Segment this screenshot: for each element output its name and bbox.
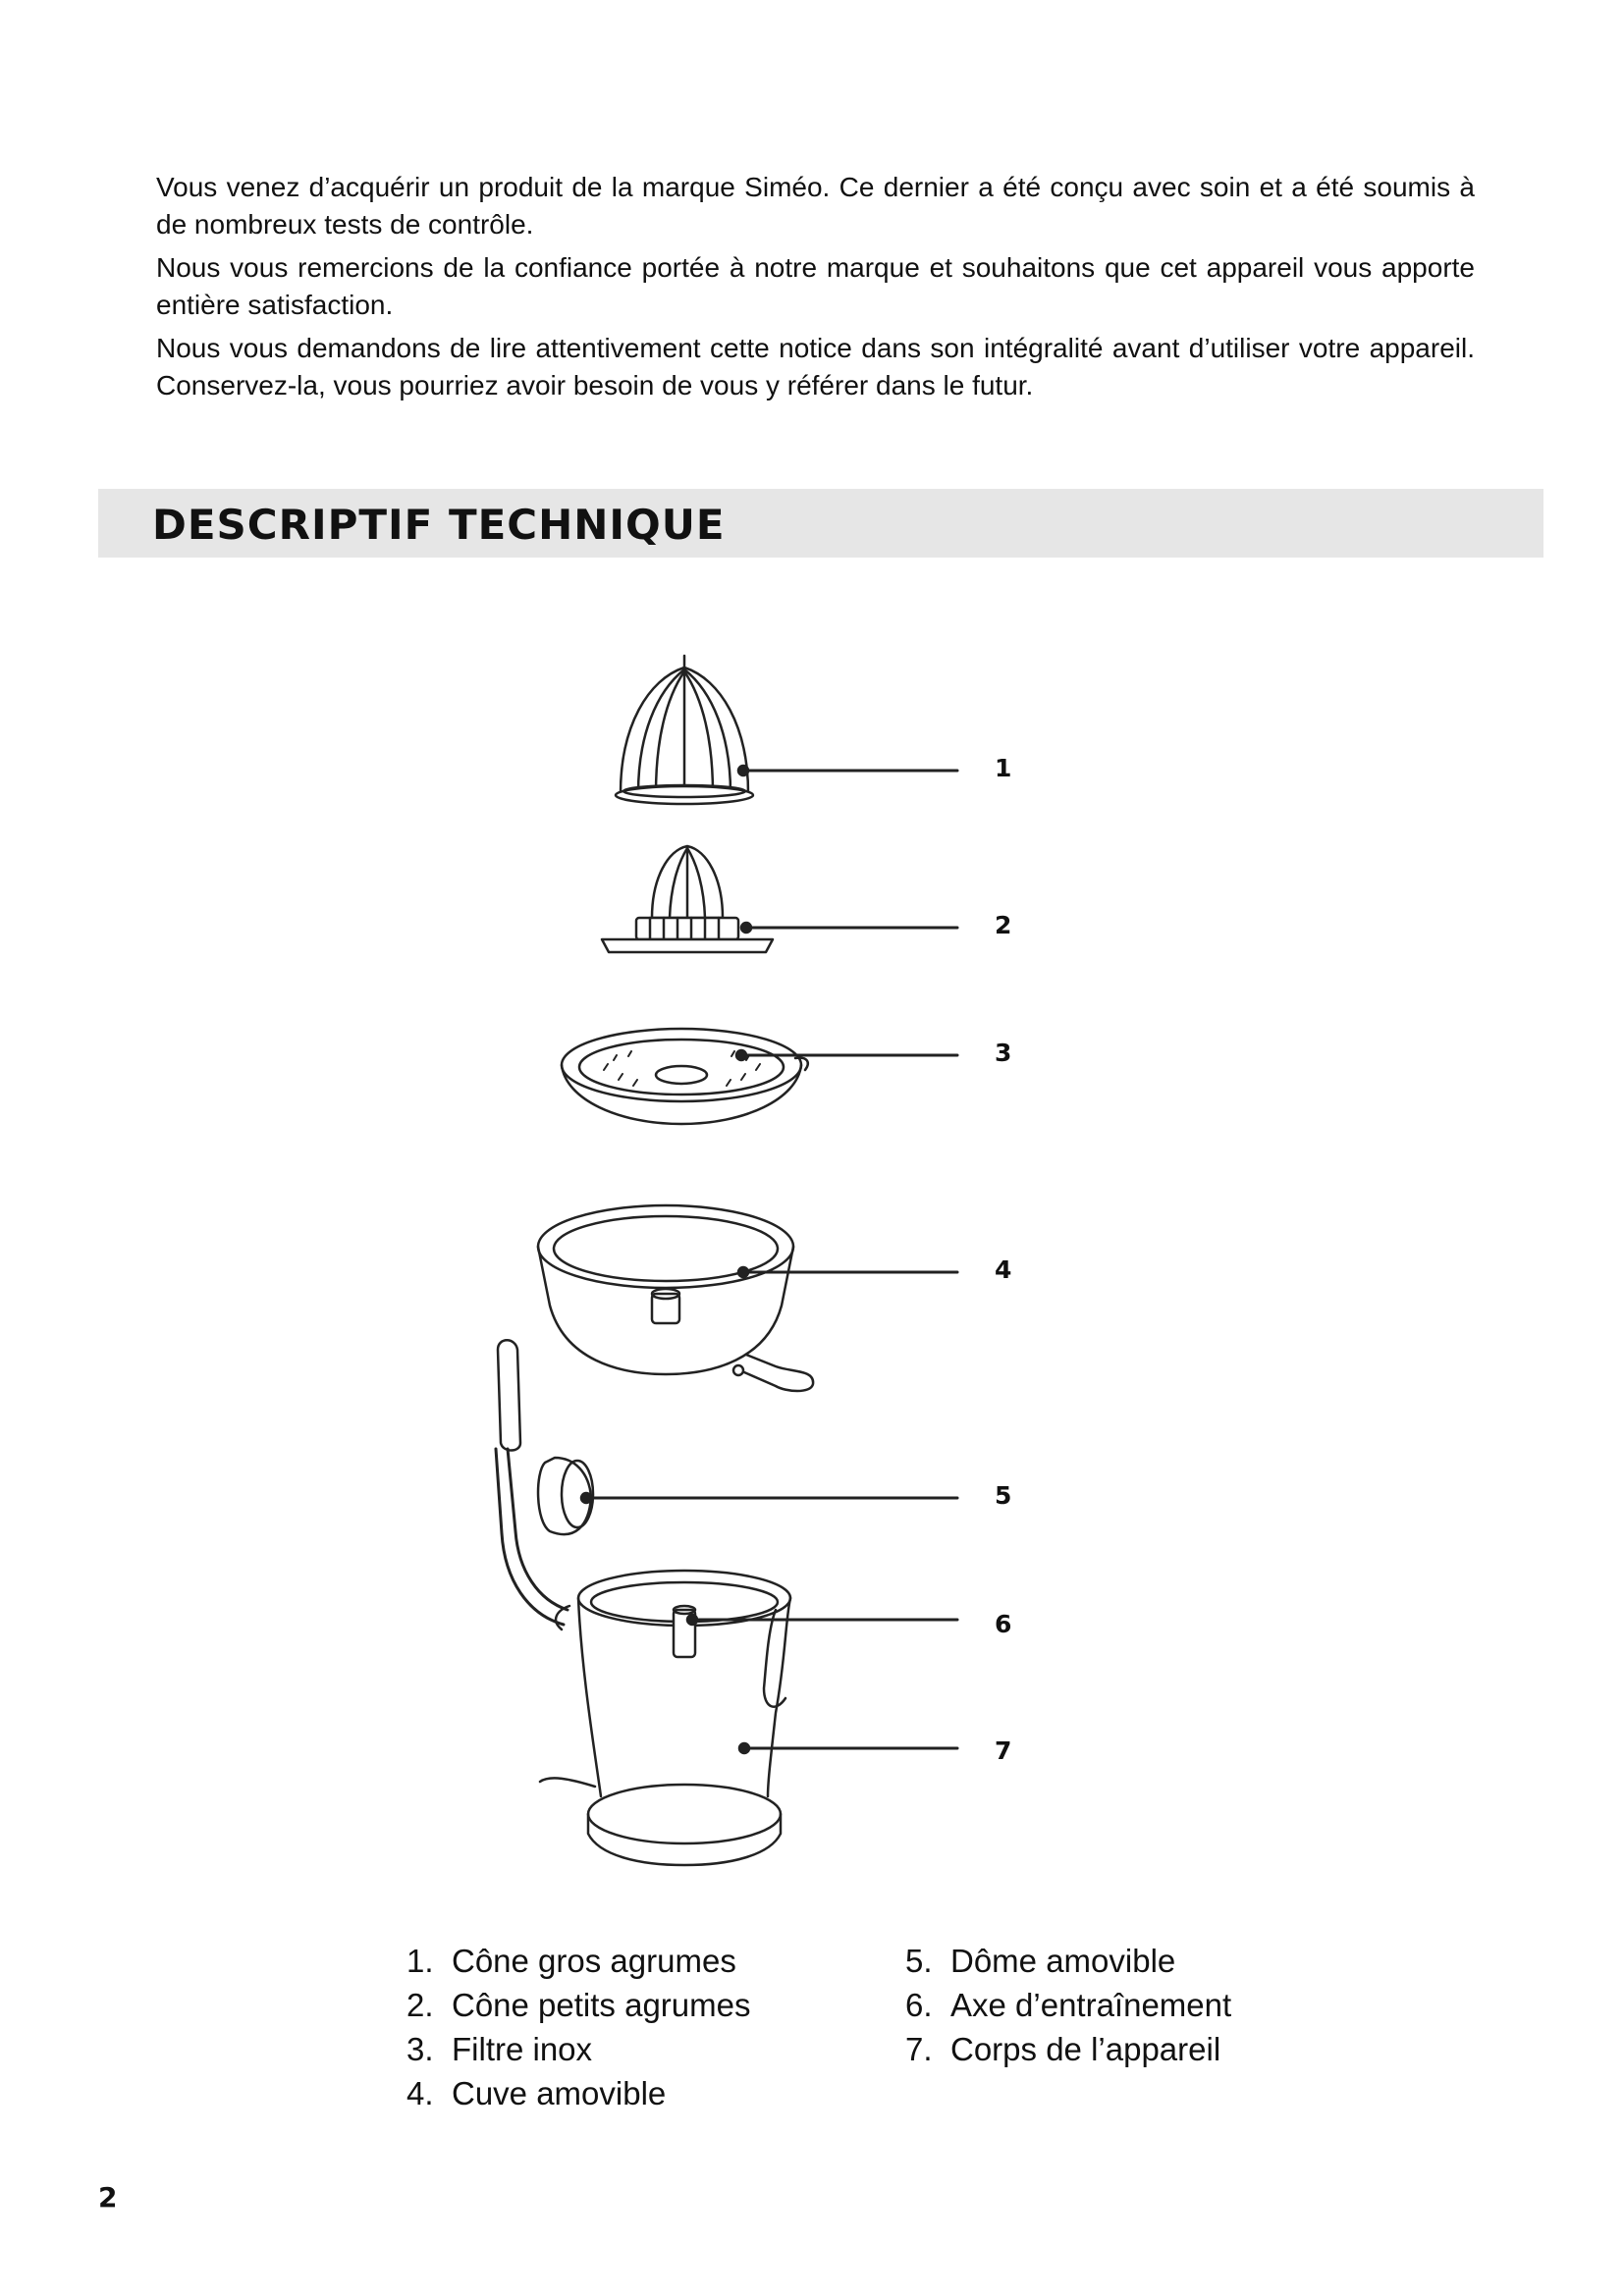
removable-dome-drawing <box>496 1340 593 1625</box>
callout-2: 2 <box>995 911 1012 939</box>
legend-item: 4. Cuve amovible <box>406 2075 667 2111</box>
parts-legend-left <box>406 1939 751 2115</box>
removable-bowl-drawing <box>538 1205 813 1391</box>
intro-paragraph-3: Nous vous demandons de lire attentivement cette notice dans son intégralité avant d’utiliser votre appareil. Conservez-la, vous pourriez avoir besoin de vous y référer dans le futur. <box>156 333 1475 400</box>
callout-3: 3 <box>995 1039 1012 1067</box>
callout-4: 4 <box>995 1255 1012 1284</box>
parts-legend-right <box>905 1939 1231 2071</box>
page-number: 2 <box>98 2181 118 2214</box>
legend-item: 1. Cône gros agrumes <box>406 1943 736 1979</box>
small-citrus-cone-drawing <box>602 846 773 952</box>
legend-item: 6. Axe d’entraînement <box>905 1987 1232 2023</box>
intro-paragraph-2: Nous vous remercions de la confiance portée à notre marque et souhaitons que cet appareil vous apporte entière satisfaction. <box>156 252 1475 320</box>
legend-item: 3. Filtre inox <box>406 2031 593 2067</box>
intro-text <box>156 169 1475 410</box>
legend-item: 7. Corps de l’appareil <box>905 2031 1221 2067</box>
large-citrus-cone-drawing <box>616 656 753 804</box>
section-header <box>98 489 1543 558</box>
callout-1: 1 <box>995 754 1012 782</box>
stainless-filter-drawing <box>562 1029 808 1124</box>
juicer-exploded-diagram <box>471 638 1080 1895</box>
legend-item: 2. Cône petits agrumes <box>406 1987 751 2023</box>
juicer-body-drawing <box>540 1571 790 1865</box>
callout-6: 6 <box>995 1610 1012 1638</box>
intro-paragraph-1: Vous venez d’acquérir un produit de la marque Siméo. Ce dernier a été conçu avec soin et a été soumis à de nombreux tests de contrôle. <box>156 172 1475 240</box>
callout-5: 5 <box>995 1481 1012 1510</box>
legend-item: 5. Dôme amovible <box>905 1943 1176 1979</box>
section-title: DESCRIPTIF TECHNIQUE <box>152 501 726 549</box>
callout-7: 7 <box>995 1736 1012 1765</box>
